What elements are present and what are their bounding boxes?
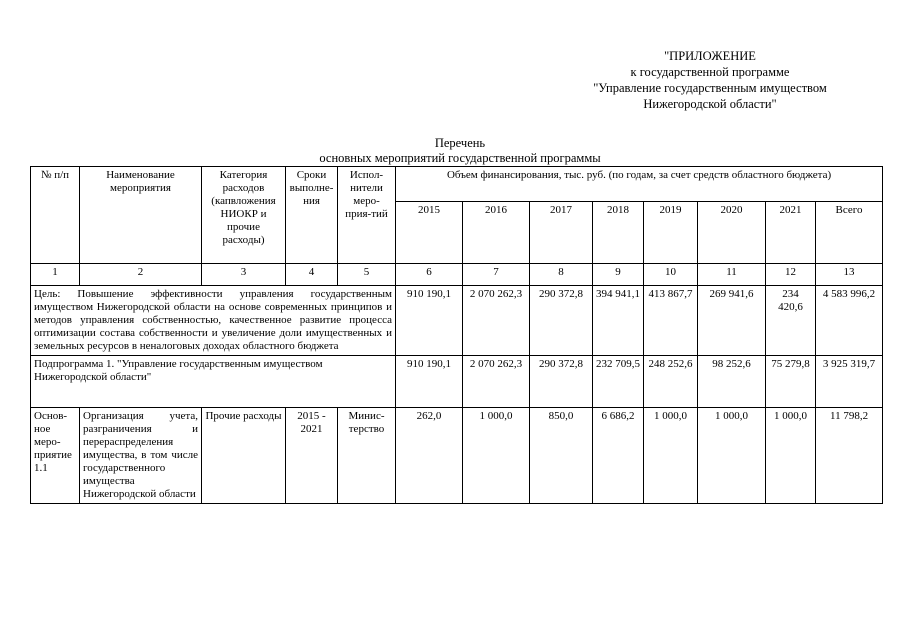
appendix-line-2: к государственной программе (630, 65, 790, 79)
column-number: 9 (593, 264, 644, 286)
activity-value: 262,0 (396, 408, 463, 504)
activity-value: 1 000,0 (698, 408, 766, 504)
column-number: 13 (816, 264, 883, 286)
title-line-2: основных мероприятий государственной программы (319, 151, 601, 165)
column-numbers-row (31, 264, 883, 286)
activity-executor: Минис-терство (338, 408, 396, 504)
goal-value: 290 372,8 (530, 286, 593, 356)
activity-row (31, 408, 883, 504)
goal-row (31, 286, 883, 356)
subprogram-total: 3 925 319,7 (816, 356, 883, 408)
activity-category: Прочие расходы (202, 408, 286, 504)
header-year: 2020 (698, 202, 766, 264)
appendix-line-3: "Управление государственным имуществом (593, 81, 827, 95)
column-number: 11 (698, 264, 766, 286)
appendix-block (540, 48, 880, 112)
header-num: № п/п (31, 167, 80, 264)
title-line-1: Перечень (434, 136, 486, 150)
column-number: 5 (338, 264, 396, 286)
header-funding: Объем финансирования, тыс. руб. (по годам, за счет средств областного бюджета) (396, 167, 883, 202)
header-year: 2018 (593, 202, 644, 264)
column-number: 4 (286, 264, 338, 286)
column-number: 3 (202, 264, 286, 286)
appendix-line-4: Нижегородской области" (643, 97, 777, 111)
header-row (31, 167, 883, 202)
column-number: 1 (31, 264, 80, 286)
header-executors: Испол-нители меро-прия-тий (338, 167, 396, 264)
header-year: 2021 (766, 202, 816, 264)
header-name: Наименование мероприятия (80, 167, 202, 264)
subprogram-value: 75 279,8 (766, 356, 816, 408)
activity-value: 1 000,0 (644, 408, 698, 504)
subprogram-text: Подпрограмма 1. "Управление государственным имуществом Нижегородской области" (31, 356, 396, 408)
goal-value: 910 190,1 (396, 286, 463, 356)
subprogram-row (31, 356, 883, 408)
goal-value: 394 941,1 (593, 286, 644, 356)
activity-value: 1 000,0 (766, 408, 816, 504)
activity-value: 6 686,2 (593, 408, 644, 504)
column-number: 7 (463, 264, 530, 286)
goal-value: 413 867,7 (644, 286, 698, 356)
header-terms: Сроки выполне-ния (286, 167, 338, 264)
header-category: Категория расходов (капвложения НИОКР и прочие расходы) (202, 167, 286, 264)
goal-text: Цель: Повышение эффективности управления государственным имуществом Нижегородской области на основе современных принципов и методов управления собственностью, качественное развитие процесса оптимизации состава собственности и увеличение доли имущественных и земельных ресурсов в неналоговых доходах областного бюджета (31, 286, 396, 356)
activities-table (30, 166, 883, 504)
activity-value: 1 000,0 (463, 408, 530, 504)
header-total: Всего (816, 202, 883, 264)
document-title (250, 136, 670, 166)
header-year: 2019 (644, 202, 698, 264)
column-number: 8 (530, 264, 593, 286)
activity-num: Основ-ное меро-приятие 1.1 (31, 408, 80, 504)
subprogram-value: 2 070 262,3 (463, 356, 530, 408)
subprogram-value: 290 372,8 (530, 356, 593, 408)
activity-value: 850,0 (530, 408, 593, 504)
subprogram-value: 248 252,6 (644, 356, 698, 408)
goal-value: 269 941,6 (698, 286, 766, 356)
column-number: 6 (396, 264, 463, 286)
appendix-line-1: "ПРИЛОЖЕНИЕ (664, 49, 756, 63)
activity-total: 11 798,2 (816, 408, 883, 504)
header-year: 2016 (463, 202, 530, 264)
activity-terms: 2015 - 2021 (286, 408, 338, 504)
goal-value: 2 070 262,3 (463, 286, 530, 356)
goal-total: 4 583 996,2 (816, 286, 883, 356)
subprogram-value: 98 252,6 (698, 356, 766, 408)
column-number: 2 (80, 264, 202, 286)
subprogram-value: 232 709,5 (593, 356, 644, 408)
activity-name: Организация учета, разграничения и перераспределения имущества, в том числе государственного имущества Нижегородской области (80, 408, 202, 504)
subprogram-value: 910 190,1 (396, 356, 463, 408)
column-number: 12 (766, 264, 816, 286)
column-number: 10 (644, 264, 698, 286)
header-year: 2015 (396, 202, 463, 264)
goal-value: 234 420,6 (766, 286, 816, 356)
header-year: 2017 (530, 202, 593, 264)
